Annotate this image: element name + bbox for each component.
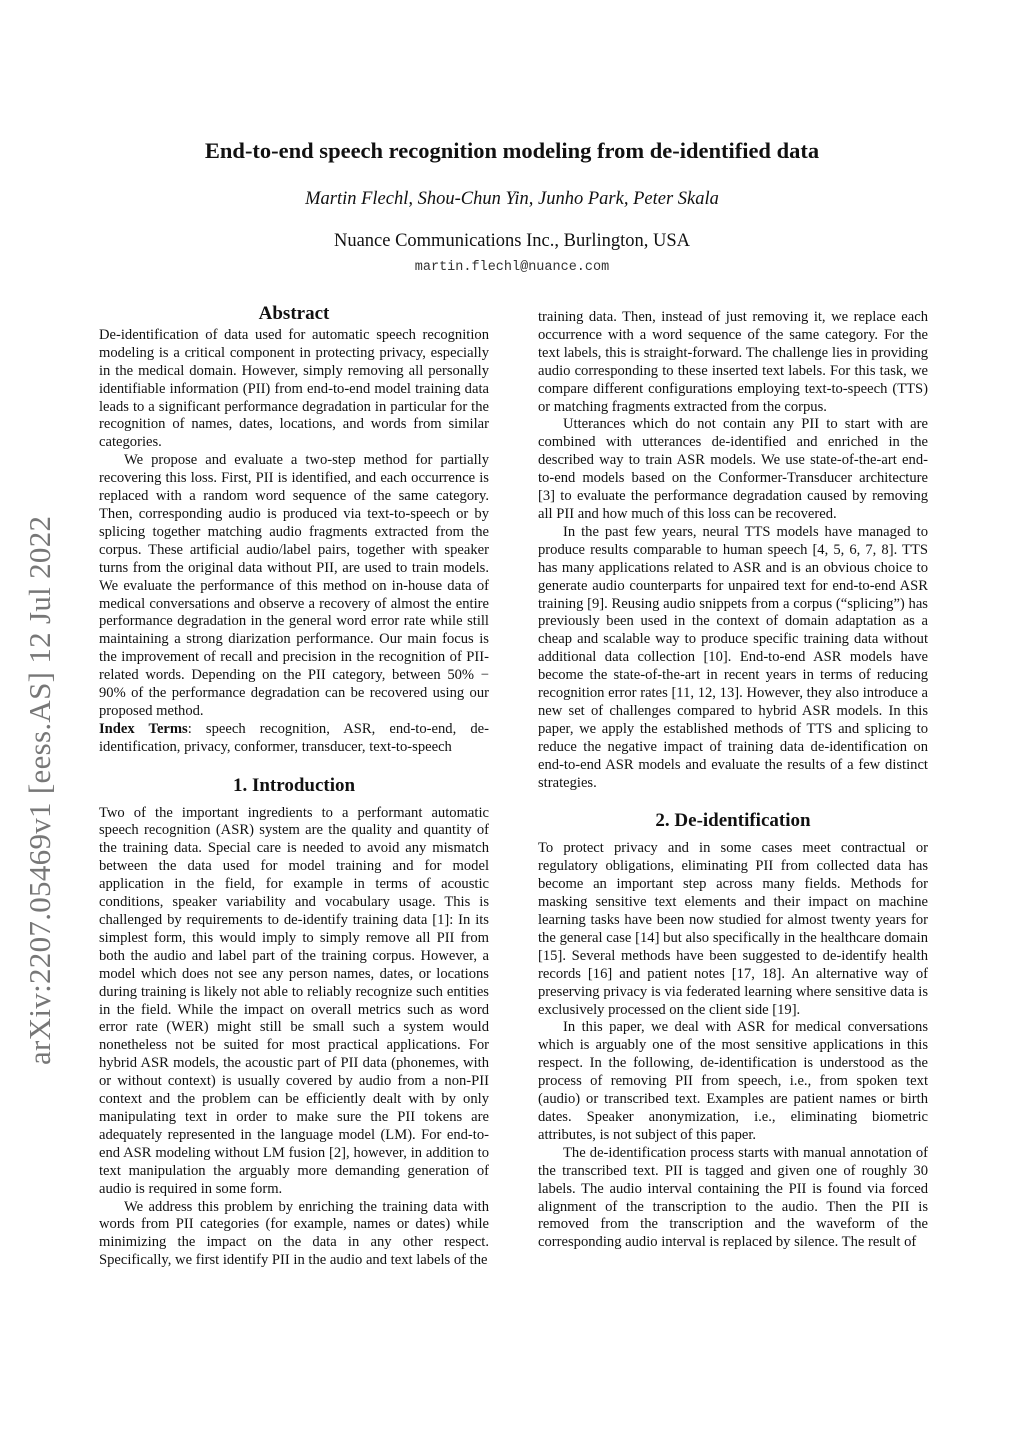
affiliation: Nuance Communications Inc., Burlington, USA [333, 231, 691, 251]
right-column [538, 309, 928, 1252]
index-terms [99, 721, 489, 757]
intro-paragraph: Utterances which do not contain any PII to start with are combined with utterances de-identified and enriched in the described way to train ASR models. We use state-of-the-art end-to-end models based on the Conformer-Transducer architecture [3] to evaluate the performance degradation caused by removing all PII and how much of this loss can be recovered. [538, 416, 928, 522]
left-column [99, 305, 489, 1270]
arxiv-stamp: arXiv:2207.05469v1 [eess.AS] 12 Jul 2022 [22, 515, 57, 1065]
index-terms-text: : speech recognition, ASR, end-to-end, de-identification, privacy, conformer, transducer, text-to-speech [99, 720, 490, 755]
index-terms-label: Index Terms [99, 720, 188, 737]
paper-title: End-to-end speech recognition modeling from de-identified data [204, 138, 820, 163]
intro-paragraph: We address this problem by enriching the training data with words from PII categories (for example, names or dates) while minimizing the impact on the data in any other respect. Specifically, we first identify PII in the audio and text labels of the [99, 1198, 489, 1269]
deid-paragraph: The de-identification process starts with manual annotation of the transcribed text. PII is tagged and given one of roughly 30 labels. The audio interval containing the PII is found via forced alignment of the transcription to the audio. Then the PII is removed from the transcription and the waveform of the corresponding audio interval is replaced by silence. The result of [538, 1144, 928, 1251]
email-link[interactable]: martin.flechl@nuance.com [414, 260, 610, 275]
intro-paragraph: Two of the important ingredients to a performant automatic speech recognition (ASR) system are the quality and quantity of the training data. Special care is needed to avoid any mismatch between the data used for model training and for model application in the field, for example in terms of acoustic conditions, speaker variability and vocabulary usage. This is challenged by requirements to de-identify training data [1]: In its simplest form, this would imply to simply remove all PII from both the audio and label part of the training corpus. However, a model which does not see any person names, dates, or locations during training is likely not able to reliably recognize such entities in the field. While the impact on overall metrics such as word error rate (WER) might still be small such a system would nonetheless not be suited for most practical applications. For hybrid ASR models, the acoustic part of PII data (phonemes, with or without context) is usually covered by audio from a non-PII context and the problem can be efficiently dealt with by only manipulating text in order to make sure the PII tokens are adequately represented in the language model (LM). For end-to-end ASR modeling without LM fusion [2], however, in addition to text manipulation the arguably more demanding generation of audio is required in some form. [99, 804, 489, 1197]
intro-paragraph: training data. Then, instead of just removing it, we replace each occurrence with a word sequence of the same category. For the text labels, this is straight-forward. The challenge lies in providing audio corresponding to these inserted text labels. For this task, we compare different configurations employing text-to-speech (TTS) or matching fragments extracted from the corpus. [538, 309, 928, 415]
deid-paragraph: In this paper, we deal with ASR for medical conversations which is arguably one of the most sensitive applications in this respect. In the following, de-identification is understood as the process of removing PII from speech, i.e., from spoken text (audio) or transcribed text. Examples are patient names or birth dates. Speaker anonymization, i.e., eliminating biometric attributes, is not subject of this paper. [538, 1019, 928, 1143]
deidentification-heading: 2. De-identification [655, 810, 811, 832]
authors: Martin Flechl, Shou-Chun Yin, Junho Park, Peter Skala [305, 189, 719, 209]
introduction-heading: 1. Introduction [232, 774, 356, 796]
abstract-paragraph: We propose and evaluate a two-step method for partially recovering this loss. First, PII is identified, and each occurrence is replaced with a random word sequence of the same category. Then, corresponding audio is produced via text-to-speech or by splicing together matching audio fragments extracted from the corpus. These artificial audio/label pairs, together with speaker turns from the original data without PII, are used to train models. We evaluate the performance of this method on in-house data of medical conversations and observe a recovery of almost the entire performance degradation in the general word error rate while still maintaining a strong diarization performance. Our main focus is the improvement of recall and precision in the recognition of PII-related words. Depending on the PII category, between 50% − 90% of the performance degradation can be recovered using our proposed method. [99, 452, 489, 719]
abstract-heading: Abstract [258, 303, 330, 324]
deid-paragraph: To protect privacy and in some cases meet contractual or regulatory obligations, eliminating PII from collected data has become an important step across many fields. Methods for masking sensitive text elements and their impact on machine learning tasks have been now studied for almost twenty years for the general case [14] but also specifically in the healthcare domain [15]. Several methods have been suggested to de-identify health records [16] and patient notes [17, 18]. An alternative way of preserving privacy is via federated learning where sensitive data is exclusively processed on the client side [19]. [538, 840, 928, 1018]
abstract-paragraph: De-identification of data used for automatic speech recognition modeling is a critical component in protecting privacy, especially in the medical domain. However, simply removing all personally identifiable information (PII) from end-to-end model training data leads to a significant performance degradation in particular for the recognition of names, dates, locations, and words from similar categories. [99, 326, 489, 451]
intro-paragraph: In the past few years, neural TTS models have managed to produce results comparable to human speech [4, 5, 6, 7, 8]. TTS has many applications related to ASR and is an obvious choice to generate audio counterparts for unpaired text for end-to-end ASR training [9]. Reusing audio snippets from a corpus (“splicing”) has previously been used in the context of domain adaptation as a cheap and scalable way to produce specific training data without additional data collection [10]. End-to-end ASR models have become the state-of-the-art in recent years in terms of reducing recognition error rates [11, 12, 13]. However, they also introduce a new set of challenges compared to hybrid ASR models. In this paper, we apply the established methods of TTS and splicing to reduce the negative impact of training data de-identification on end-to-end ASR models and evaluate the results of a few distinct strategies. [538, 523, 928, 791]
